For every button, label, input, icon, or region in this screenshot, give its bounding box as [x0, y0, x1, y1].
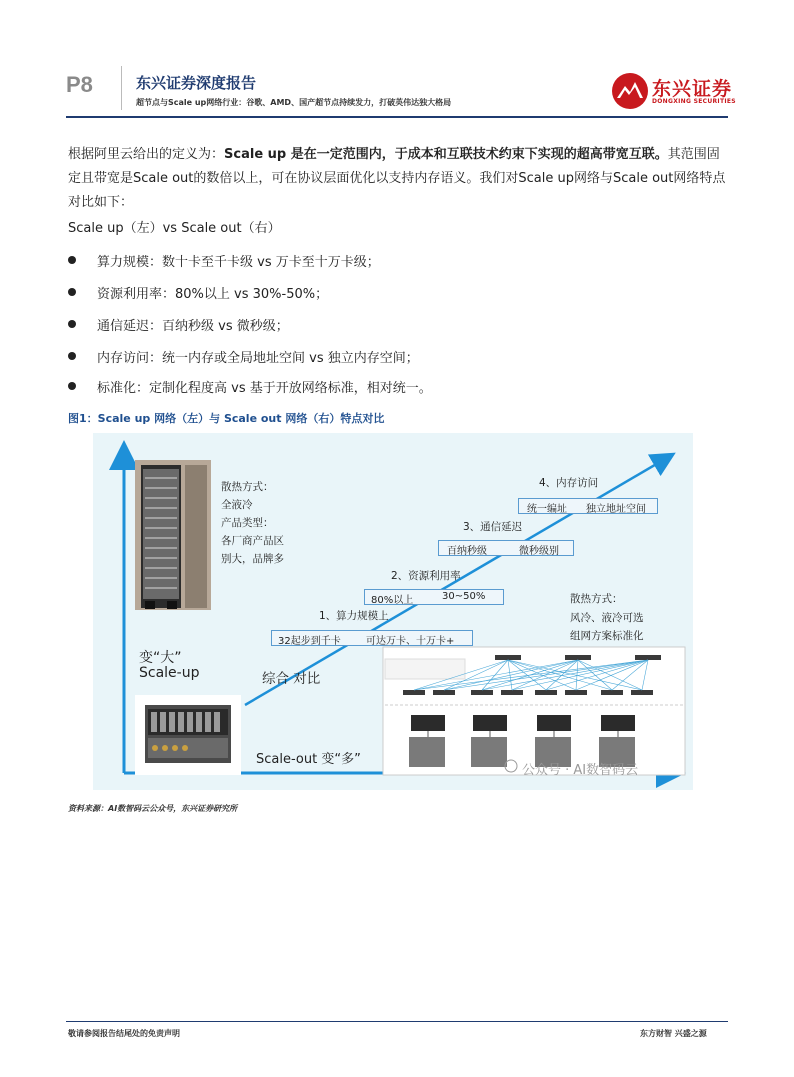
page-number: P8: [66, 72, 93, 97]
bullet-dot-icon: [68, 256, 76, 264]
logo-text-cn: 东兴证券: [652, 78, 733, 100]
intro-paragraph: [68, 143, 728, 215]
report-title: 东兴证券深度报告: [136, 74, 257, 92]
step-2-title: 2、资源利用率: [391, 570, 461, 582]
step-4-box: 统一编址 独立地址空间: [518, 498, 658, 514]
scale-out-note: 风冷、液冷可选: [570, 612, 644, 624]
report-subtitle: 超节点与Scale up网络行业：谷歌、AMD、国产超节点持续发力，打破英伟达独大格局: [136, 98, 452, 107]
compare-heading: Scale up（左）vs Scale out（右）: [68, 221, 281, 236]
logo-text-en: DONGXING SECURITIES: [652, 98, 736, 105]
scale-up-note: 别大，品牌多: [221, 553, 284, 565]
step-1-box: 32起步到千卡 可达万卡、十万卡+: [271, 630, 473, 646]
figure-caption: 图1：Scale up 网络（左）与 Scale out 网络（右）特点对比: [68, 412, 385, 425]
comparison-figure: [93, 433, 693, 790]
scale-up-note: 产品类型：: [221, 517, 274, 529]
watermark: 公众号 · AI数智码云: [522, 763, 639, 778]
company-logo-icon: [611, 72, 649, 110]
intro-bold: Scale up 是在一定范围内，于成本和互联技术约束下实现的超高带宽互联。: [224, 147, 668, 162]
step-3-box: 百纳秒级 微秒级别: [438, 540, 574, 556]
header-rule: [66, 116, 728, 118]
scale-out-label: Scale-out 变“多”: [256, 752, 361, 767]
step-2-box: 80%以上 30~50%: [364, 589, 504, 605]
scale-out-note: 组网方案标准化: [570, 630, 644, 642]
footer-slogan: 东方财智 兴盛之源: [640, 1029, 707, 1038]
scale-out-note: 散热方式：: [570, 593, 623, 605]
intro-part1: 根据阿里云给出的定义为：: [68, 147, 225, 162]
step-3-title: 3、通信延迟: [463, 521, 523, 533]
diagonal-label: 综合 对比: [262, 671, 321, 687]
step-4-title: 4、内存访问: [539, 477, 599, 489]
bullet-dot-icon: [68, 320, 76, 328]
footer-disclaimer: 敬请参阅报告结尾处的免责声明: [68, 1029, 180, 1038]
step-1-title: 1、算力规模上: [319, 610, 389, 622]
figure-source: 资料来源：AI数智码云公众号，东兴证券研究所: [68, 804, 238, 813]
footer-rule: [66, 1021, 728, 1022]
scale-up-label-2: Scale-up: [139, 665, 200, 681]
bullet-dot-icon: [68, 382, 76, 390]
bullet-dot-icon: [68, 352, 76, 360]
scale-up-note: 散热方式：: [221, 481, 274, 493]
scale-up-note: 各厂商产品区: [221, 535, 284, 547]
rack-server-image: [135, 460, 211, 610]
scale-up-label-1: 变“大”: [139, 650, 182, 666]
scale-up-note: 全液冷: [221, 499, 253, 511]
header-divider: [121, 66, 122, 110]
intro-part2: 其范围固定且带宽是Scale out的数倍以上，可在协议层面优化以支持内存语义。我们对Scale up网络与Scale out网络特点对比如下：: [68, 147, 726, 210]
chassis-server-image: [135, 695, 241, 775]
network-topology-image: [383, 647, 685, 775]
bullet-dot-icon: [68, 288, 76, 296]
